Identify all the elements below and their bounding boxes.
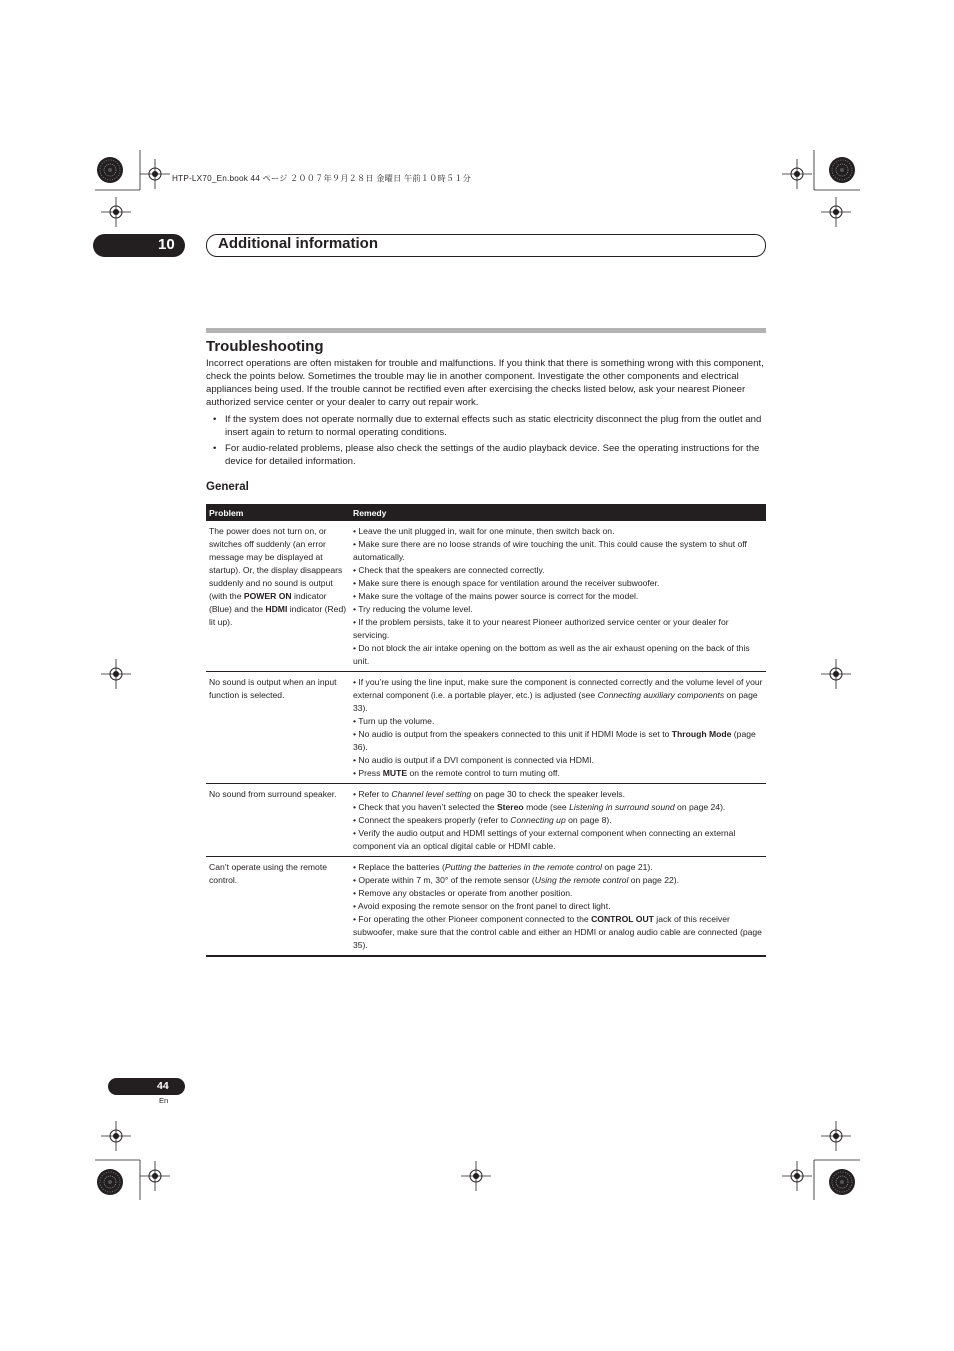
page-number-badge [108, 1078, 185, 1095]
remedy-item [353, 715, 763, 728]
section-divider [206, 328, 766, 333]
remedy-cell [350, 521, 766, 672]
remedy-item [353, 861, 763, 874]
remedy-item [353, 603, 763, 616]
file-header: HTP-LX70_En.book 44 ページ ２００７年９月２８日 金曜日 午前１０時５１分 [172, 174, 472, 183]
text-segment: • Make sure there is enough space for ventilation around the receiver subwoofer. [353, 578, 660, 588]
list-item: • If the system does not operate normally due to external effects such as static electricity disconnect the plug from the outlet and insert again to return to normal operating conditions. [206, 413, 766, 439]
text-segment: on the remote control to turn muting off. [407, 768, 560, 778]
text-segment: jack of this receiver subwoofer, make sure that the control cable and either an HDMI or analog audio cable are connected (page 35). [353, 914, 762, 950]
remedy-item [353, 616, 763, 642]
remedy-item [353, 642, 763, 668]
text-segment: • Operate within 7 m, 30° of the remote sensor ( [353, 875, 535, 885]
text-segment: • Verify the audio output and HDMI settings of your external component when connecting an external component via an optical digital cable or HDMI cable. [353, 828, 736, 851]
table-header-row [206, 504, 766, 521]
text-segment: Listening in surround sound [569, 802, 675, 812]
troubleshooting-table [206, 504, 766, 957]
crosshair-icon [101, 197, 131, 227]
remedy-item [353, 874, 763, 887]
text-segment: • Remove any obstacles or operate from another position. [353, 888, 573, 898]
text-segment: on page 22). [628, 875, 680, 885]
text-segment: indicator (Red) lit up). [209, 604, 347, 627]
text-segment: • Replace the batteries ( [353, 862, 445, 872]
text-segment: on page 24). [674, 802, 726, 812]
remedy-item [353, 913, 763, 952]
text-segment: on page 21). [602, 862, 653, 872]
remedy-cell [350, 857, 766, 957]
text-segment: Channel level setting [391, 789, 472, 799]
remedy-item [353, 887, 763, 900]
crosshair-icon [140, 1161, 170, 1191]
text-segment: • No audio is output if a DVI component is connected via HDMI. [353, 755, 594, 765]
text-segment: Putting the batteries in the remote control [444, 862, 603, 872]
problem-cell [206, 672, 350, 784]
remedy-item [353, 590, 763, 603]
chapter-number: 10 [158, 236, 175, 253]
problem-cell [206, 784, 350, 857]
table-row [206, 784, 766, 857]
text-segment: Using the remote control [534, 875, 629, 885]
crosshair-icon [101, 1121, 131, 1151]
chapter-title: Additional information [218, 235, 378, 252]
registration-disc-icon [829, 157, 855, 183]
text-segment: • Refer to [353, 789, 392, 799]
text-segment: • Leave the unit plugged in, wait for one minute, then switch back on. [353, 526, 615, 536]
text-segment: POWER ON [243, 591, 292, 601]
crosshair-icon [461, 1161, 491, 1191]
remedy-cell [350, 672, 766, 784]
text-segment: (page 36). [353, 729, 756, 752]
remedy-item [353, 788, 763, 801]
registration-disc-icon [97, 1169, 123, 1195]
crosshair-icon [101, 659, 131, 689]
text-segment: No sound from surround speaker. [209, 789, 337, 799]
page-language: En [159, 1096, 169, 1105]
remedy-item [353, 814, 763, 827]
text-segment: Through Mode [671, 729, 732, 739]
page-number: 44 [157, 1080, 169, 1092]
text-segment: HDMI [265, 604, 288, 614]
remedy-item [353, 900, 763, 913]
text-segment: • Do not block the air intake opening on the bottom as well as the air exhaust opening on the back of this unit. [353, 643, 750, 666]
text-segment: • If you’re using the line input, make sure the component is connected correctly and the volume level of your external component (i.e. a portable player, etc.) is adjusted (see [353, 677, 763, 700]
text-segment: • Check that you haven’t selected the [353, 802, 497, 812]
remedy-item [353, 564, 763, 577]
text-segment: • Make sure there are no loose strands of wire touching the unit. This could cause the system to shut off automatically. [353, 539, 747, 562]
text-segment: Can’t operate using the remote control. [209, 862, 327, 885]
text-segment: Stereo [496, 802, 524, 812]
problem-cell [206, 521, 350, 672]
remedy-item [353, 728, 763, 754]
section-title: Troubleshooting [206, 338, 324, 355]
text-segment: Connecting up [510, 815, 566, 825]
text-segment: The power does not turn on, or switches off suddenly (an error message may be displayed at startup). Or, the display disappears suddenly and no sound is output (with the [209, 526, 343, 601]
text-segment: • No audio is output from the speakers connected to this unit if HDMI Mode is set to [353, 729, 672, 739]
table-row [206, 857, 766, 957]
remedy-item [353, 525, 763, 538]
intro-paragraph: Incorrect operations are often mistaken for trouble and malfunctions. If you think that there is something wrong with this component, check the points below. Sometimes the trouble may lie in another component. Investigate the other components and electrical appliances being used. If the trouble cannot be rectified even after exercising the checks listed below, ask your nearest Pioneer authorized service center or your dealer to carry out repair work. [206, 358, 764, 408]
remedy-item [353, 754, 763, 767]
remedy-cell [350, 784, 766, 857]
crosshair-icon [782, 159, 812, 189]
crosshair-icon [140, 159, 170, 189]
text-segment: • Try reducing the volume level. [353, 604, 473, 614]
crosshair-icon [782, 1161, 812, 1191]
text-segment: • Check that the speakers are connected correctly. [353, 565, 545, 575]
text-segment: • Make sure the voltage of the mains power source is correct for the model. [353, 591, 639, 601]
remedy-item [353, 801, 763, 814]
text-segment: • Turn up the volume. [353, 716, 435, 726]
registration-disc-icon [829, 1169, 855, 1195]
remedy-item [353, 676, 763, 715]
registration-disc-icon [97, 157, 123, 183]
text-segment: • Connect the speakers properly (refer to [353, 815, 511, 825]
problem-cell [206, 857, 350, 957]
table-row [206, 521, 766, 672]
list-item: • For audio-related problems, please also check the settings of the audio playback device. See the operating instructions for the device for detailed information. [206, 442, 766, 468]
note-list [206, 413, 766, 471]
text-segment: No sound is output when an input function is selected. [209, 677, 337, 700]
table-row [206, 672, 766, 784]
text-segment: indicator (Blue) and the [209, 591, 327, 614]
subsection-title: General [206, 481, 249, 493]
text-segment: mode (see [523, 802, 570, 812]
column-header-problem: Problem [206, 504, 350, 521]
crosshair-icon [821, 197, 851, 227]
remedy-item [353, 577, 763, 590]
column-header-remedy: Remedy [350, 504, 766, 521]
remedy-item [353, 538, 763, 564]
text-segment: CONTROL OUT [591, 914, 654, 924]
crosshair-icon [821, 659, 851, 689]
text-segment: • For operating the other Pioneer component connected to the [353, 914, 592, 924]
text-segment: on page 30 to check the speaker levels. [471, 789, 625, 799]
text-segment: • Press [353, 768, 383, 778]
text-segment: on page 33). [353, 690, 758, 713]
text-segment: • If the problem persists, take it to your nearest Pioneer authorized service center or your dealer for servicing. [353, 617, 729, 640]
remedy-item [353, 767, 763, 780]
text-segment: Connecting auxiliary components [597, 690, 725, 700]
text-segment: on page 8). [565, 815, 612, 825]
text-segment: • Avoid exposing the remote sensor on the front panel to direct light. [353, 901, 611, 911]
remedy-item [353, 827, 763, 853]
crosshair-icon [821, 1121, 851, 1151]
text-segment: MUTE [382, 768, 408, 778]
